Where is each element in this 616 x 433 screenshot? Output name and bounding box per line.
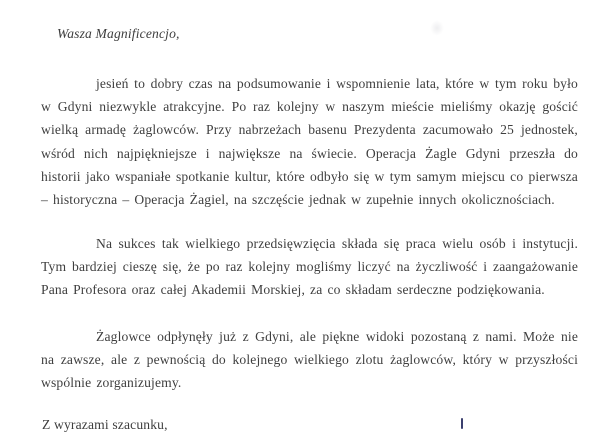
letter-paragraph-1: jesień to dobry czas na podsumowanie i wspomnienie lata, które w tym roku było w Gdyni niezwykle atrakcyjne. Po raz kolejny w naszym mieście mieliśmy okazję gościć wielką armadę żaglowców. Przy nabrzeżach basenu Prezydenta zacumowało 25 jednostek, wśród nich najpiękniejsze i największe na świecie. Operacja Żagle Gdyni przeszła do historii jako wspaniałe spotkanie kultur, które odbyło się w tym samym miejscu co pierwsza – historyczna – Operacja Żagiel, na szczęście jednak w zupełnie innych okolicznościach.	[41, 76, 578, 208]
scan-smudge	[429, 19, 445, 37]
letter-paragraph-2: Na sukces tak wielkiego przedsięwzięcia składa się praca wielu osób i instytucji. Tym bardziej cieszę się, że po raz kolejny mogliśmy liczyć na życzliwość i zaangażowanie Pana Profesora oraz całej Akademii Morskiej, za co składam serdeczne podziękowania.	[41, 236, 578, 298]
salutation: Wasza Magnificencjo,	[57, 26, 180, 41]
text-cursor-mark	[461, 418, 463, 429]
letter-paragraph-3: Żaglowce odpłynęły już z Gdyni, ale piękne widoki pozostaną z nami. Może nie na zawsze, ale z pewnością do kolejnego wielkiego zlotu żaglowców, który w przyszłości wspólnie zorganizujemy.	[41, 329, 578, 391]
closing-line: Z wyrazami szacunku,	[42, 417, 168, 432]
